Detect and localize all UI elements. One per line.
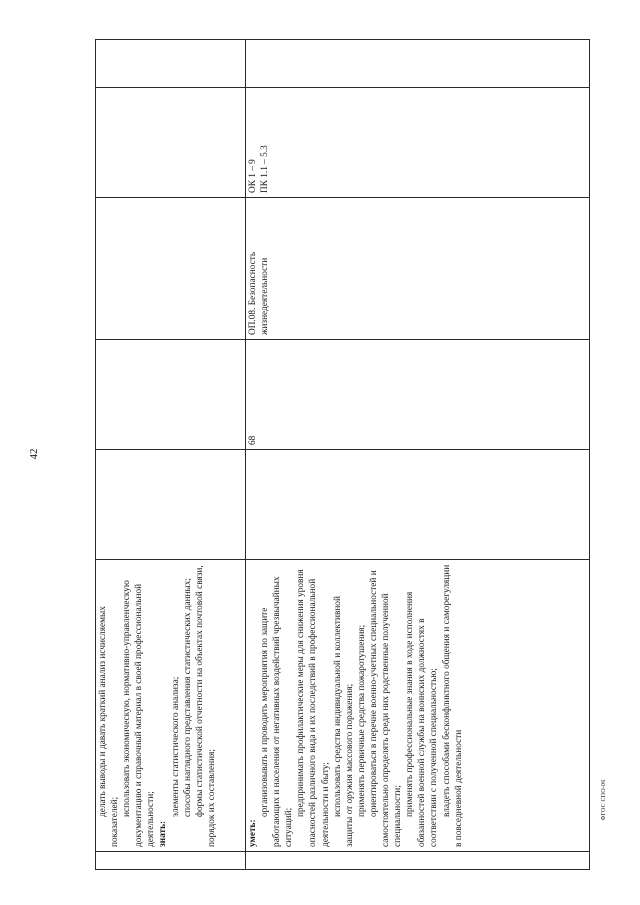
requirements-cell [96,560,246,852]
max-hours-cell [96,450,246,560]
empty-cell [246,40,590,88]
index-cell [96,852,246,870]
discipline-name: ОП.08. Безопасность жизнедеятельности [248,251,271,335]
requirement-line: применять первичные средства пожаротушения; [356,624,367,817]
requirement-line: использовать средства индивидуальной и коллективной защиты от оружия массового поражения; [332,596,355,847]
requirement-line: использовать экономическую, нормативно-управленческую документацию и справочный материал в своей профессиональной деятельности; [122,580,157,847]
table-row [96,40,246,870]
discipline-table [95,40,585,870]
table-frame [95,40,585,870]
page-number: 42 [28,448,40,460]
requirement-line: способы наглядного представления статистических данных; [182,578,193,817]
requirement-line: делать выводы и давать краткий анализ исчисляемых показателей; [98,606,121,847]
discipline-cell [96,198,246,340]
competencies-pk: ПК 1.1 – 5.3 [260,145,271,193]
empty-cell [96,40,246,88]
max-hours-cell [246,450,590,560]
requirements-cell [246,560,590,852]
competencies-ok: ОК 1 – 9 [248,159,258,193]
hours-cell [246,340,590,450]
section-heading: знать: [158,820,169,847]
hours-cell [96,340,246,450]
index-cell [246,852,590,870]
table-row [246,40,590,870]
competencies-cell [96,88,246,198]
discipline-cell [246,198,590,340]
requirement-line: владеть способами бесконфликтного общения и саморегуляции в повседневной деятельности [441,564,464,847]
competencies-cell [246,88,590,198]
section-heading: уметь: [248,819,258,847]
requirement-line: организовывать и проводить мероприятия по защите работающих и населения от негативных воздействий чрезвычайных ситуаций; [260,576,295,847]
requirement-line: формы статистической отчетности на объектах почтовой связи, порядок их составления; [194,565,217,847]
requirement-line: применять профессиональные знания в ходе исполнения обязанностей военной службы на воинских должностях в соответствии с полученной специальностью; [405,591,440,847]
footer-label: ФГОС СПО-06 [601,779,607,821]
requirement-line: ориентироваться в перечне военно-учетных специальностей и самостоятельно определять среди них родственные полученной специальности; [368,570,404,847]
hours-value: 68 [248,435,258,445]
requirement-line: элементы статистического анализа; [170,676,181,817]
requirement-line: предпринимать профилактические меры для снижения уровня опасностей различного вида и их последствий в профессиональной деятельности и быту; [296,569,331,847]
